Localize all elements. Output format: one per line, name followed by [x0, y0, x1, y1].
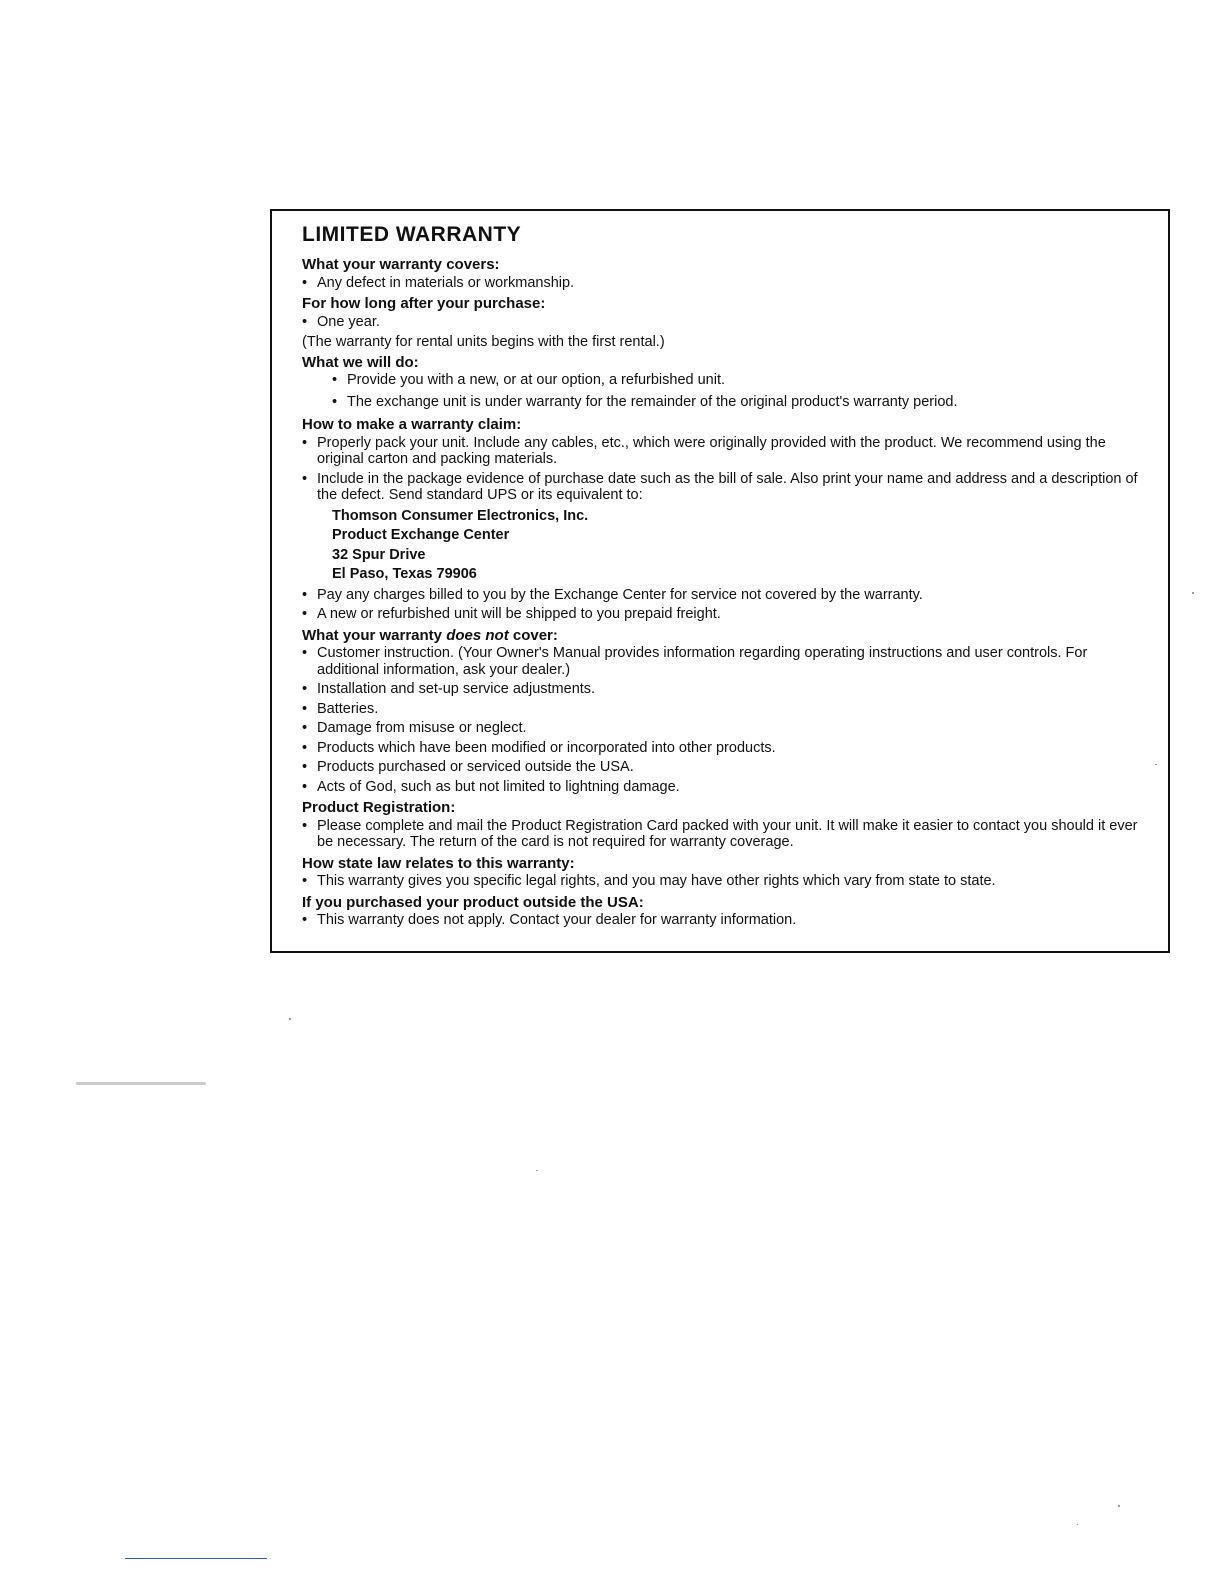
claim-heading: How to make a warranty claim:: [302, 416, 522, 433]
scan-speck: [536, 1170, 538, 1171]
not-cover-heading-emphasis: does not: [446, 626, 509, 644]
outside-usa-item: • This warranty does not apply. Contact your dealer for warranty information.: [302, 912, 1140, 929]
duration-note: (The warranty for rental units begins with the first rental.): [302, 334, 665, 350]
claim-item: • Properly pack your unit. Include any cables, etc., which were originally provided with the product. We recommend using the original carton and packing materials.: [302, 435, 1140, 468]
scan-line: [125, 1558, 267, 1559]
limited-warranty-box: [270, 209, 1170, 953]
address-company: Thomson Consumer Electronics, Inc.: [332, 507, 589, 524]
outside-usa-heading: If you purchased your product outside the USA:: [302, 893, 644, 911]
warranty-title: LIMITED WARRANTY: [302, 223, 522, 246]
covers-item: • Any defect in materials or workmanship.: [302, 275, 1140, 292]
scan-speck: [1077, 1524, 1078, 1525]
exchange-center-address: [332, 507, 1140, 585]
not-cover-heading-end: cover:: [508, 626, 558, 644]
we-will-do-item: • Provide you with a new, or at our option, a refurbished unit.: [332, 372, 1140, 389]
duration-item: • One year.: [302, 314, 1140, 331]
not-cover-heading-start: What your warranty: [302, 626, 447, 644]
address-city: El Paso, Texas 79906: [332, 566, 477, 582]
covers-heading: What your warranty covers:: [302, 256, 500, 273]
claim-item: • Include in the package evidence of purchase date such as the bill of sale. Also print your name and address and a description of the defect. Send standard UPS or its equivalent to:: [302, 471, 1140, 504]
scan-speck: [1118, 1505, 1120, 1507]
not-cover-item: • Products purchased or serviced outside the USA.: [302, 759, 1140, 776]
claim-item: • Pay any charges billed to you by the Exchange Center for service not covered by the warranty.: [302, 587, 1140, 604]
we-will-do-item: • The exchange unit is under warranty for the remainder of the original product's warranty period.: [332, 394, 1140, 411]
scan-speck: [289, 1018, 291, 1020]
state-law-item: • This warranty gives you specific legal rights, and you may have other rights which vary from state to state.: [302, 873, 1140, 890]
not-cover-item: • Damage from misuse or neglect.: [302, 720, 1140, 737]
scan-speck: [1155, 764, 1157, 765]
not-cover-item: • Products which have been modified or incorporated into other products.: [302, 740, 1140, 757]
not-cover-item: • Customer instruction. (Your Owner's Manual provides information regarding operating instructions and user controls. For additional information, ask your dealer.): [302, 645, 1140, 678]
duration-heading: For how long after your purchase:: [302, 295, 546, 312]
claim-item: • A new or refurbished unit will be shipped to you prepaid freight.: [302, 606, 1140, 623]
address-department: Product Exchange Center: [332, 527, 510, 543]
not-cover-item: • Acts of God, such as but not limited to lightning damage.: [302, 779, 1140, 796]
registration-heading: Product Registration:: [302, 799, 456, 816]
not-cover-heading: [302, 626, 1140, 646]
not-cover-item: • Batteries.: [302, 701, 1140, 718]
registration-item: • Please complete and mail the Product Registration Card packed with your unit. It will make it easier to contact you should it ever be necessary. The return of the card is not required for warranty coverage.: [302, 818, 1140, 851]
address-street: 32 Spur Drive: [332, 546, 426, 563]
scan-speck: [1192, 592, 1194, 594]
not-cover-item: • Installation and set-up service adjustments.: [302, 681, 1140, 698]
state-law-heading: How state law relates to this warranty:: [302, 854, 575, 872]
we-will-do-heading: What we will do:: [302, 353, 419, 371]
scan-speck: [76, 1082, 206, 1085]
